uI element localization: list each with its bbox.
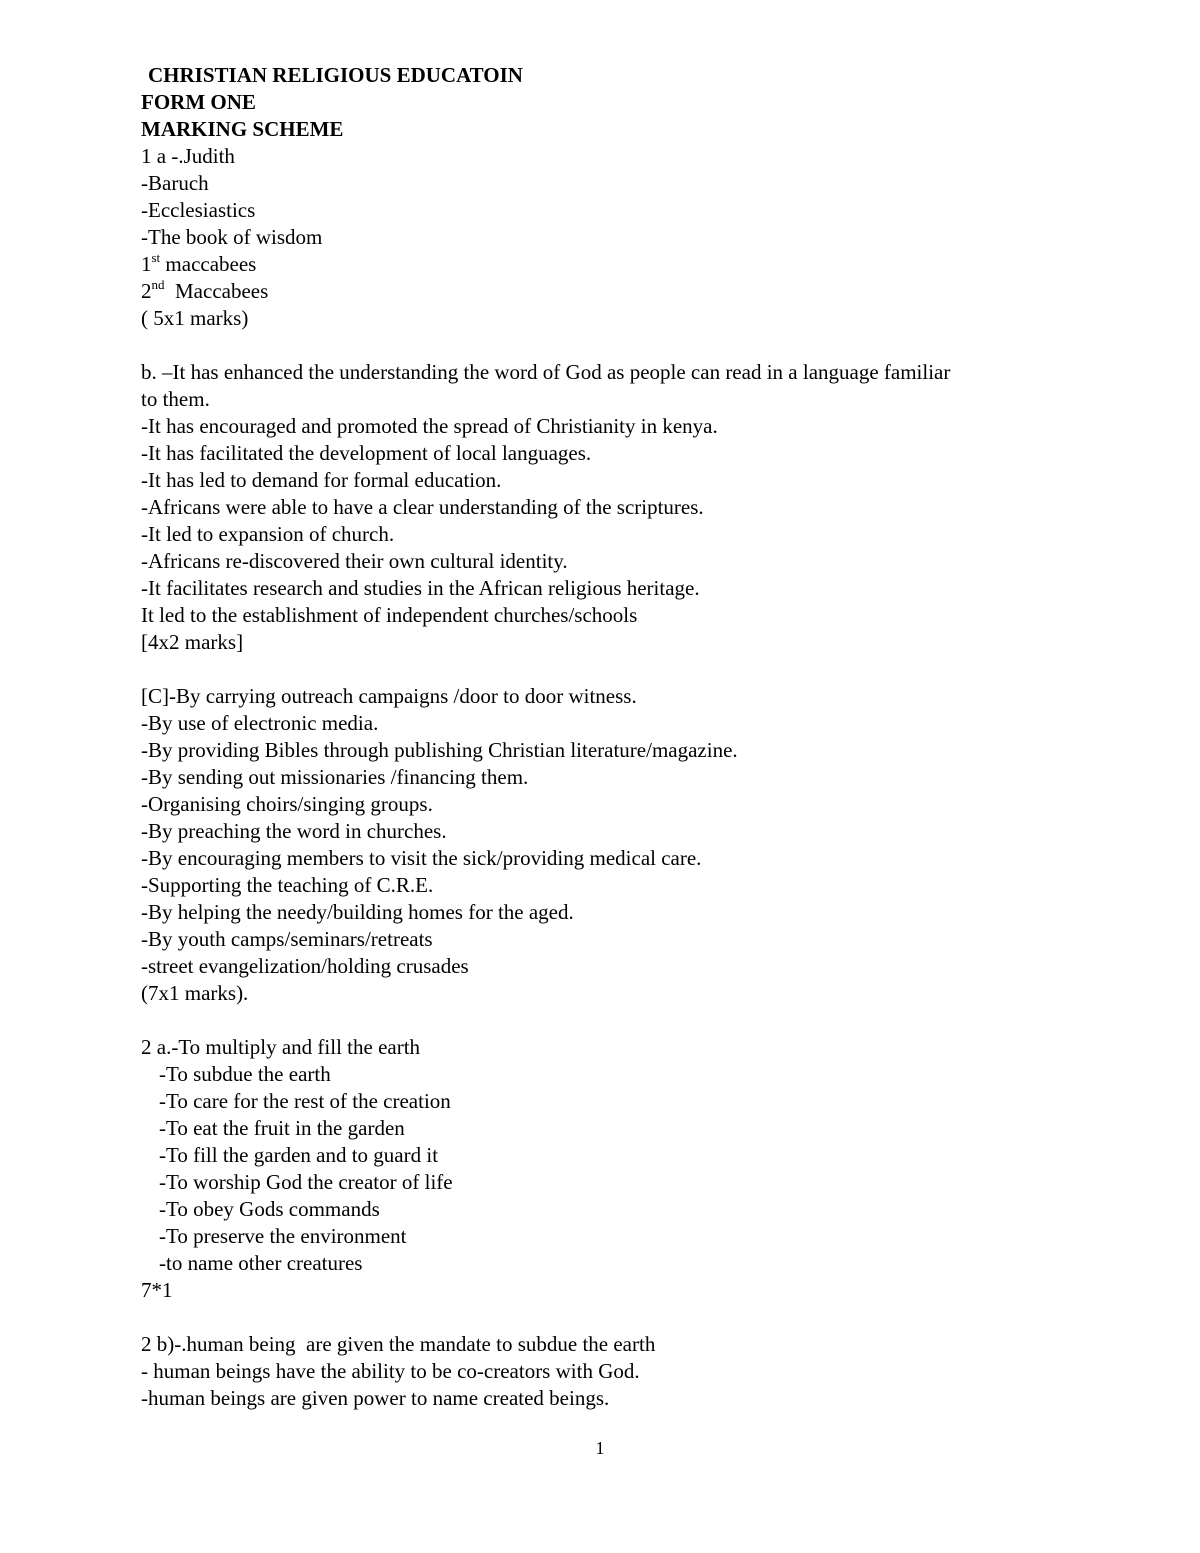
q1b-line: -It led to expansion of church. [141,522,395,546]
q2b-line: -human beings are given power to name created beings. [141,1386,610,1410]
q1a-line-ordinal [141,251,1081,278]
q1c-line: -By use of electronic media. [141,711,379,735]
q2a-marks: 7*1 [141,1278,173,1302]
q2b-line: - human beings have the ability to be co-creators with God. [141,1359,640,1383]
q1b-line: -Africans re-discovered their own cultural identity. [141,549,568,573]
ordinal-suffix: nd [151,277,165,292]
q1c-line: -Organising choirs/singing groups. [141,792,433,816]
q1a-line: -Ecclesiastics [141,198,256,222]
document-title: CHRISTIAN RELIGIOUS EDUCATOIN [148,63,523,87]
q2a-line: -To eat the fruit in the garden [159,1116,405,1140]
document-body [141,62,1081,1412]
spacer [141,656,1081,683]
q1b-line: It led to the establishment of independent churches/schools [141,603,638,627]
ordinal-suffix: st [151,250,161,265]
q1a-line: -The book of wisdom [141,225,323,249]
q1c-line: -By encouraging members to visit the sick/providing medical care. [141,846,702,870]
q2a-first-line: 2 a.-To multiply and fill the earth [141,1035,421,1059]
q2a-line: -To care for the rest of the creation [159,1089,451,1113]
ordinal-number: 1 [141,252,152,276]
q1b-line: -It has led to demand for formal education. [141,468,502,492]
q2a-line: -To obey Gods commands [159,1197,380,1221]
form-heading: FORM ONE [141,90,256,114]
q1b-marks: [4x2 marks] [141,630,244,654]
q1b-line: to them. [141,387,210,411]
spacer [141,1304,1081,1331]
page-number: 1 [595,1438,605,1458]
q1c-marks: (7x1 marks). [141,981,249,1005]
q1a-line: 1 a -.Judith [141,144,235,168]
q1a-line-ordinal [141,278,1081,305]
spacer [141,332,1081,359]
q1a-line: -Baruch [141,171,209,195]
q2b-line: 2 b)-.human being are given the mandate to subdue the earth [141,1332,656,1356]
q1c-line: -street evangelization/holding crusades [141,954,469,978]
q1b-line: -It has encouraged and promoted the spread of Christianity in kenya. [141,414,718,438]
q1c-line: -Supporting the teaching of C.R.E. [141,873,434,897]
spacer [141,1007,1081,1034]
ordinal-text: Maccabees [164,279,269,303]
q1b-line: b. –It has enhanced the understanding the word of God as people can read in a language familiar [141,360,951,384]
q2a-line: -To preserve the environment [159,1224,407,1248]
q2a-line: -To fill the garden and to guard it [159,1143,439,1167]
ordinal-number: 2 [141,279,152,303]
ordinal-text: maccabees [160,252,257,276]
q1b-line: -Africans were able to have a clear understanding of the scriptures. [141,495,704,519]
q1a-marks: ( 5x1 marks) [141,306,249,330]
q2a-line: -To worship God the creator of life [159,1170,453,1194]
q1c-line: [C]-By carrying outreach campaigns /door to door witness. [141,684,637,708]
q1c-line: -By youth camps/seminars/retreats [141,927,433,951]
q1c-line: -By providing Bibles through publishing Christian literature/magazine. [141,738,738,762]
q1b-line: -It has facilitated the development of local languages. [141,441,592,465]
q1c-line: -By preaching the word in churches. [141,819,447,843]
scheme-heading: MARKING SCHEME [141,117,344,141]
q1c-line: -By sending out missionaries /financing them. [141,765,529,789]
q1b-line: -It facilitates research and studies in the African religious heritage. [141,576,700,600]
q1c-line: -By helping the needy/building homes for the aged. [141,900,574,924]
q2a-line: -to name other creatures [159,1251,363,1275]
q2a-line: -To subdue the earth [159,1062,331,1086]
